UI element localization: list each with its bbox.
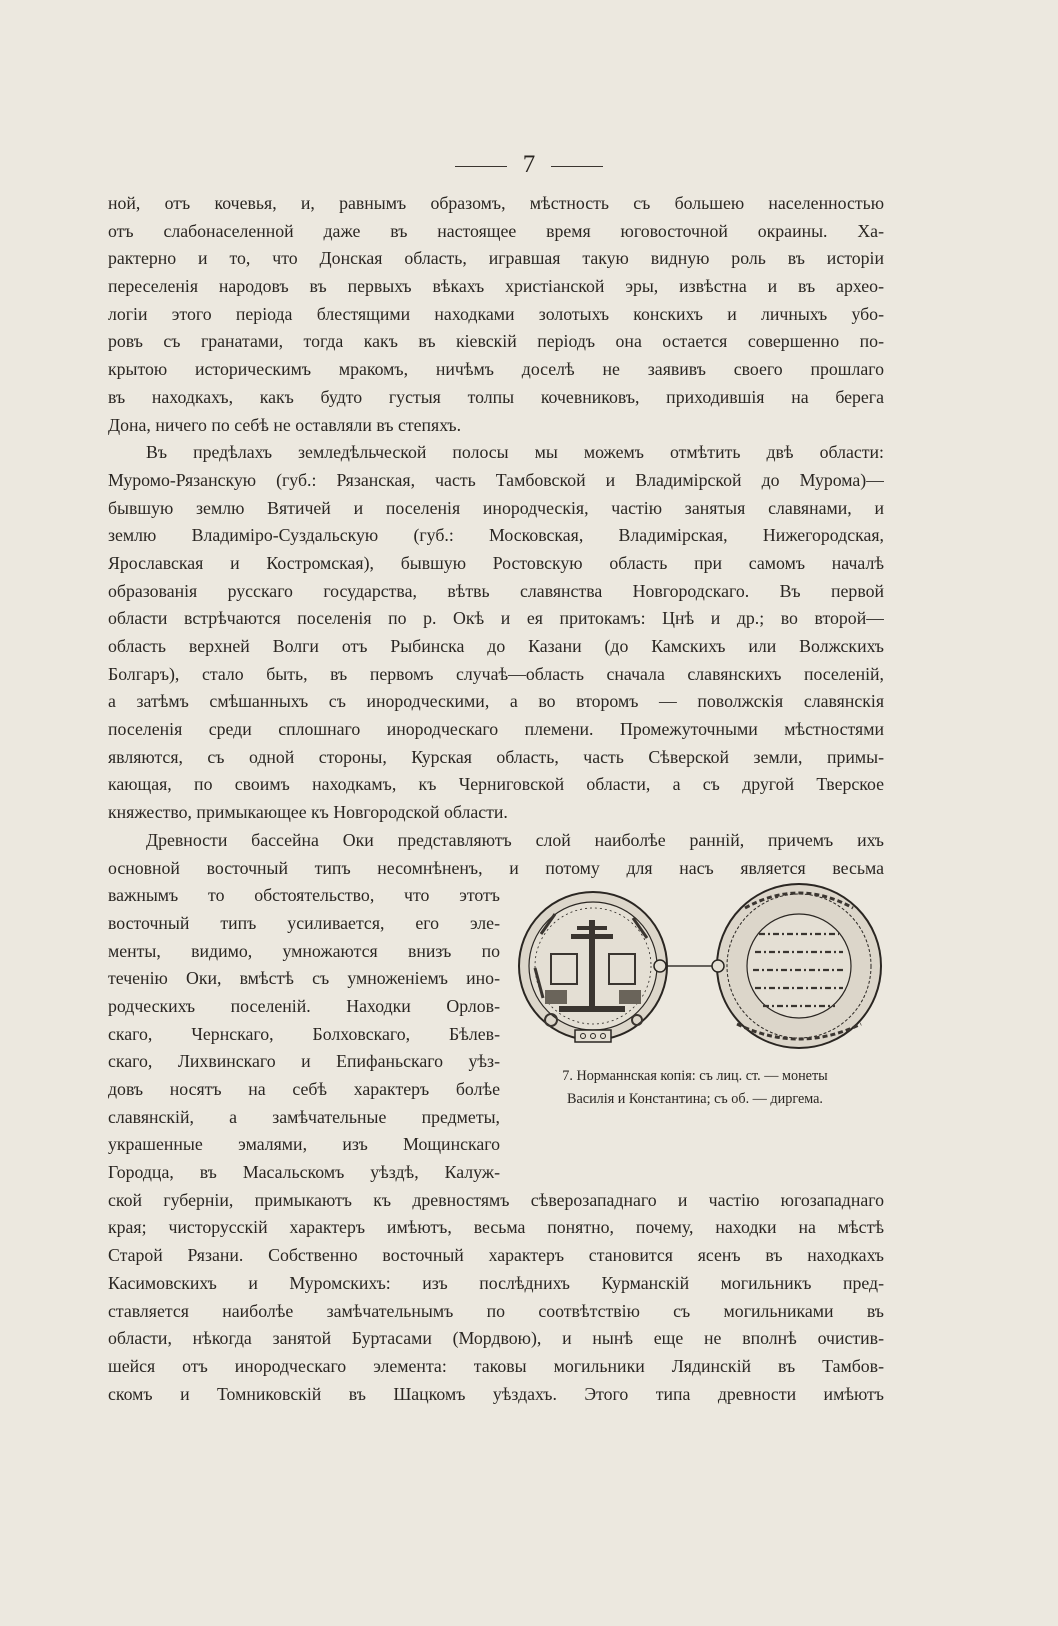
- text-line: область верхней Волги отъ Рыбинска до Казани (до Камскихъ или Волжскихъ: [108, 636, 884, 656]
- text-line: ровъ съ гранатами, тогда какъ въ кіевскій періодъ она остается совершенно по-: [108, 331, 884, 352]
- text-line: Городца, въ Масальскомъ уѣздѣ, Калуж-: [108, 1162, 500, 1183]
- text-line: ной, отъ кочевья, и, равнымъ образомъ, мѣстность съ большею населенностью: [108, 193, 884, 213]
- text-line: Касимовскихъ и Муромскихъ: изъ послѣднихъ Курманскій могильникъ пред-: [108, 1272, 884, 1293]
- text-line: кающая, по своимъ находкамъ, къ Черниговской области, а съ другой Тверское: [108, 774, 884, 795]
- text-line: княжество, примыкающее къ Новгородской области.: [108, 802, 508, 823]
- text-line: Муромо-Рязанскую (губ.: Рязанская, часть Тамбовской и Владимірской до Мурома)—: [108, 469, 884, 490]
- text-line: скаго, Лихвинскаго и Епифаньскаго уѣз-: [108, 1051, 500, 1072]
- text-line: области, нѣкогда занятой Буртасами (Мордвою), и нынѣ еще не вполнѣ очистив-: [108, 1328, 884, 1349]
- text-line: украшенные эмалями, изъ Мощинскаго: [108, 1134, 500, 1155]
- coin-figure: [515, 878, 885, 1058]
- text-line: скомъ и Томниковскій въ Шацкомъ уѣздахъ. Этого типа древности имѣютъ: [108, 1383, 884, 1404]
- text-line: области встрѣчаются поселенія по р. Окѣ и ея притокамъ: Цнѣ и др.; во второй—: [108, 608, 884, 629]
- text-line: крытою историческимъ мракомъ, ничѣмъ доселѣ не заявивъ своего прошлаго: [108, 359, 884, 380]
- text-line: Древности бассейна Оки представляютъ слой наиболѣе ранній, причемъ ихъ: [146, 829, 884, 850]
- text-line: логіи этого періода блестящими находками золотыхъ конскихъ и личныхъ убо-: [108, 303, 884, 324]
- text-line: отъ слабонаселенной даже въ настоящее время юговосточной окраины. Ха-: [108, 220, 884, 241]
- header-rule-right: [551, 166, 603, 167]
- text-line: въ находкахъ, какъ будто густыя толпы кочевниковъ, приходившія на берега: [108, 386, 884, 407]
- text-line: образованія русскаго государства, вѣтвь славянства Новгородскаго. Въ первой: [108, 580, 884, 601]
- text-line: родческихъ поселеній. Находки Орлов-: [108, 995, 500, 1016]
- text-line: Въ предѣлахъ земледѣльческой полосы мы можемъ отмѣтить двѣ области:: [146, 442, 884, 463]
- text-line: скаго, Чернскаго, Болховскаго, Бѣлев-: [108, 1023, 500, 1044]
- reverse-coin: [712, 884, 881, 1048]
- text-line: теченію Оки, вмѣстѣ съ умноженіемъ ино-: [108, 968, 500, 989]
- text-line: ской губерніи, примыкаютъ къ древностямъ сѣверозападнаго и частію югозападнаго: [108, 1189, 884, 1210]
- obverse-coin: [519, 892, 667, 1042]
- text-line: восточный типъ усиливается, его эле-: [108, 912, 500, 933]
- text-line: Старой Рязани. Собственно восточный характеръ становится ясенъ въ находкахъ: [108, 1245, 884, 1266]
- text-line: рактерно и то, что Донская область, игравшая такую видную роль въ исторіи: [108, 248, 884, 269]
- text-line: довъ носятъ на себѣ характеръ болѣе: [108, 1079, 500, 1099]
- text-line: бывшую землю Вятичей и поселенія инородческія, частію занятыя славянами, и: [108, 497, 884, 518]
- text-line: ставляется наиболѣе замѣчательнымъ по соотвѣтствію съ могильниками въ: [108, 1300, 884, 1321]
- caption-line-2: Василія и Константина; съ об. — диргема.: [567, 1091, 823, 1107]
- text-line: славянскій, а замѣчательные предметы,: [108, 1106, 500, 1127]
- text-line: Ярославская и Костромская), бывшую Ростовскую область при самомъ началѣ: [108, 552, 884, 573]
- body-text: [108, 190, 884, 1408]
- text-line: Дона, ничего по себѣ не оставляли въ степяхъ.: [108, 414, 462, 435]
- page-number-header: [0, 150, 1058, 180]
- text-line: Болгаръ), стало быть, въ первомъ случаѣ—область сначала славянскихъ поселеній,: [108, 663, 884, 684]
- text-line: важнымъ то обстоятельство, что этотъ: [108, 885, 500, 906]
- text-line: а затѣмъ смѣшанныхъ съ инородческими, а во второмъ — поволжскія славянскія: [108, 691, 884, 712]
- text-line: переселенія народовъ въ первыхъ вѣкахъ христіанской эры, извѣстна и въ архео-: [108, 276, 884, 297]
- page-number: 7: [522, 151, 536, 178]
- text-line: шейся отъ инородческаго элемента: таковы могильники Лядинскій въ Тамбов-: [108, 1355, 884, 1376]
- coin-illustration: [515, 878, 885, 1058]
- text-line: основной восточный типъ несомнѣненъ, и потому для насъ является весьма: [108, 857, 884, 878]
- caption-line-1: 7. Норманнская копія: съ лиц. ст. — монеты: [562, 1068, 828, 1084]
- text-line: поселенія среди сплошнаго инородческаго племени. Промежуточными мѣстностями: [108, 719, 884, 740]
- text-line: края; чисторусскій характеръ имѣютъ, весьма понятно, почему, находки на мѣстѣ: [108, 1217, 884, 1238]
- header-rule-left: [455, 166, 507, 167]
- figure-caption: [506, 1065, 884, 1111]
- text-line: менты, видимо, умножаются внизъ по: [108, 940, 500, 961]
- text-line: землю Владиміро-Суздальскую (губ.: Московская, Владимірская, Нижегородская,: [108, 525, 884, 546]
- text-line: являются, съ одной стороны, Курская область, часть Сѣверской земли, примы-: [108, 746, 884, 767]
